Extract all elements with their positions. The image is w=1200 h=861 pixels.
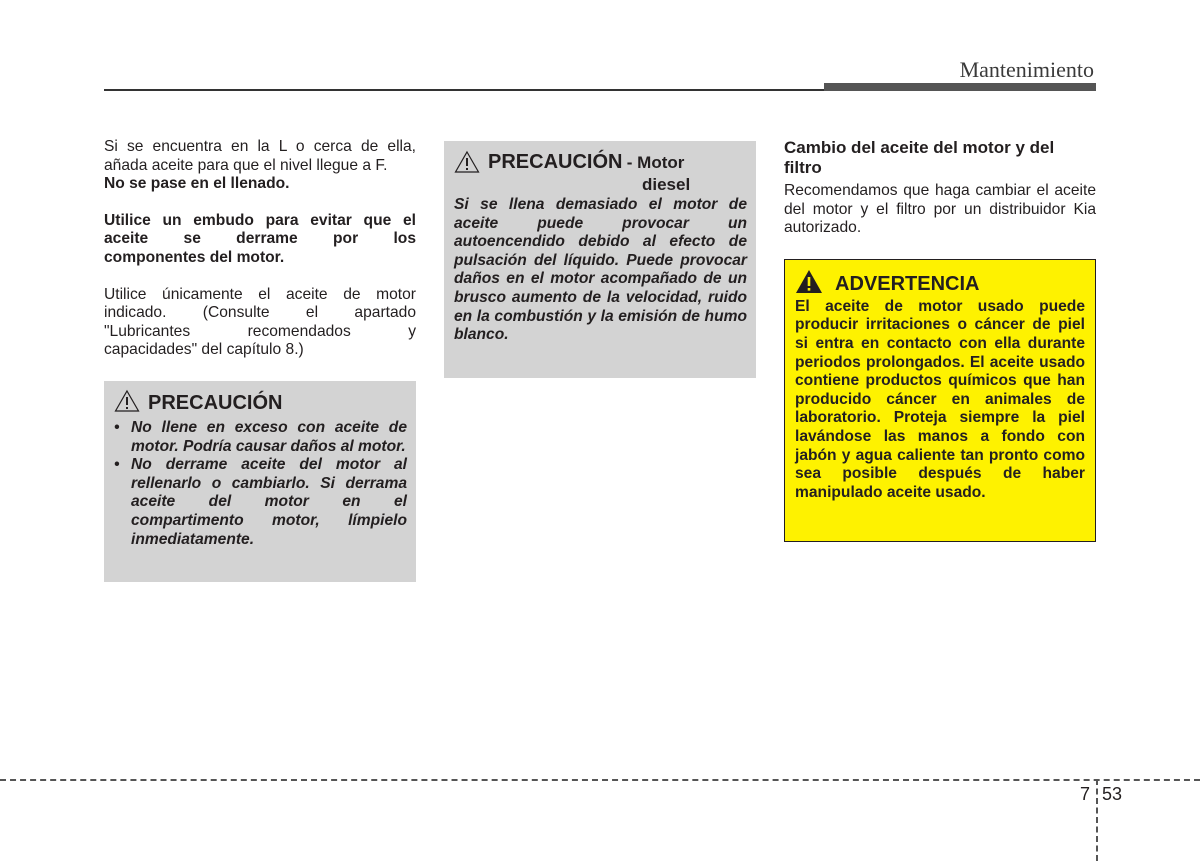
caution-box-diesel — [444, 141, 756, 378]
page-header-title: Mantenimiento — [959, 57, 1094, 82]
column-left — [104, 138, 416, 582]
warning-title-row — [795, 272, 1085, 296]
caution-title: PRECAUCIÓN — [488, 151, 623, 173]
caution-title: PRECAUCIÓN — [148, 391, 283, 414]
funnel-line-2: aceite se derrame por los — [104, 230, 416, 248]
warning-box-used-oil — [784, 259, 1096, 542]
caution-subtitle: - Motor — [626, 153, 685, 172]
oil-spec-line-4: capacidades" del capítulo 8.) — [104, 341, 304, 359]
oil-spec-line-2: indicado. (Consulte el apartado — [104, 304, 416, 322]
oil-spec-line-3: "Lubricantes recomendados y — [104, 322, 416, 340]
page-number: 53 — [1102, 784, 1123, 804]
fill-level-line-2: añada aceite para que el nivel llegue a F. — [104, 156, 388, 174]
footer-dashed-divider — [1096, 779, 1098, 861]
column-middle — [444, 141, 756, 378]
caution-bullet-text: No derrame aceite del motor al rellenarlo o cambiarlo. Si derrama aceite del motor en el compartimento motor, límpielo inmediatamente. — [131, 456, 407, 548]
warning-title: ADVERTENCIA — [835, 272, 980, 295]
caution-box-overfill — [104, 381, 416, 582]
warning-text: El aceite de motor usado puede producir irritaciones o cáncer de piel si entra en contacto con ella durante periodos prolongados. El aceite usado contiene productos químicos que han producido cáncer en animales de laboratorio. Proteja siempre la piel lavándose las manos a fondo con jabón y agua caliente tan pronto como sea posible después de haber manipulado aceite usado. — [795, 297, 1085, 501]
chapter-number: 7 — [1080, 784, 1091, 804]
warning-triangle-icon — [454, 150, 480, 174]
column-right — [784, 138, 1096, 542]
caution-bullet: • No llene en exceso con aceite de motor. Podría causar daños al motor. — [114, 418, 407, 455]
caution-bullet: • No derrame aceite del motor al rellenarlo o cambiarlo. Si derrama aceite del motor en el compartimento motor, límpielo inmediatamente. — [114, 456, 407, 548]
caution-title-row — [114, 391, 407, 415]
caution-subtitle-2: diesel — [642, 175, 691, 194]
footer-dashed-line — [0, 779, 1200, 781]
funnel-line-3: componentes del motor. — [104, 248, 285, 266]
section-text: Recomendamos que haga cambiar el aceite del motor y el filtro por un distribuidor Kia autorizado. — [784, 182, 1096, 237]
warning-triangle-icon — [795, 269, 823, 295]
header-rule-thin — [104, 89, 824, 91]
no-overfill-note: No se pase en el llenado. — [104, 175, 290, 193]
header-rule-thick — [824, 83, 1096, 91]
section-heading: Cambio del aceite del motor y del filtro — [784, 138, 1055, 177]
warning-triangle-icon — [114, 389, 140, 413]
caution-bullet-text: No llene en exceso con aceite de motor. Podría causar daños al motor. — [131, 418, 407, 455]
caution-title-row — [454, 152, 747, 195]
fill-level-line-1: Si se encuentra en la L o cerca de ella, — [104, 138, 416, 155]
caution-diesel-text: Si se llena demasiado el motor de aceite puede provocar un autoencendido debido al efecto de pulsación del líquido. Puede provocar daños en el motor acompañado de un brusco aumento de la velocidad, ruido en la combustión y la emisión de humo blanco. — [454, 196, 747, 344]
funnel-line-1: Utilice un embudo para evitar que el — [104, 211, 416, 229]
oil-spec-line-1: Utilice únicamente el aceite de motor — [104, 285, 416, 303]
